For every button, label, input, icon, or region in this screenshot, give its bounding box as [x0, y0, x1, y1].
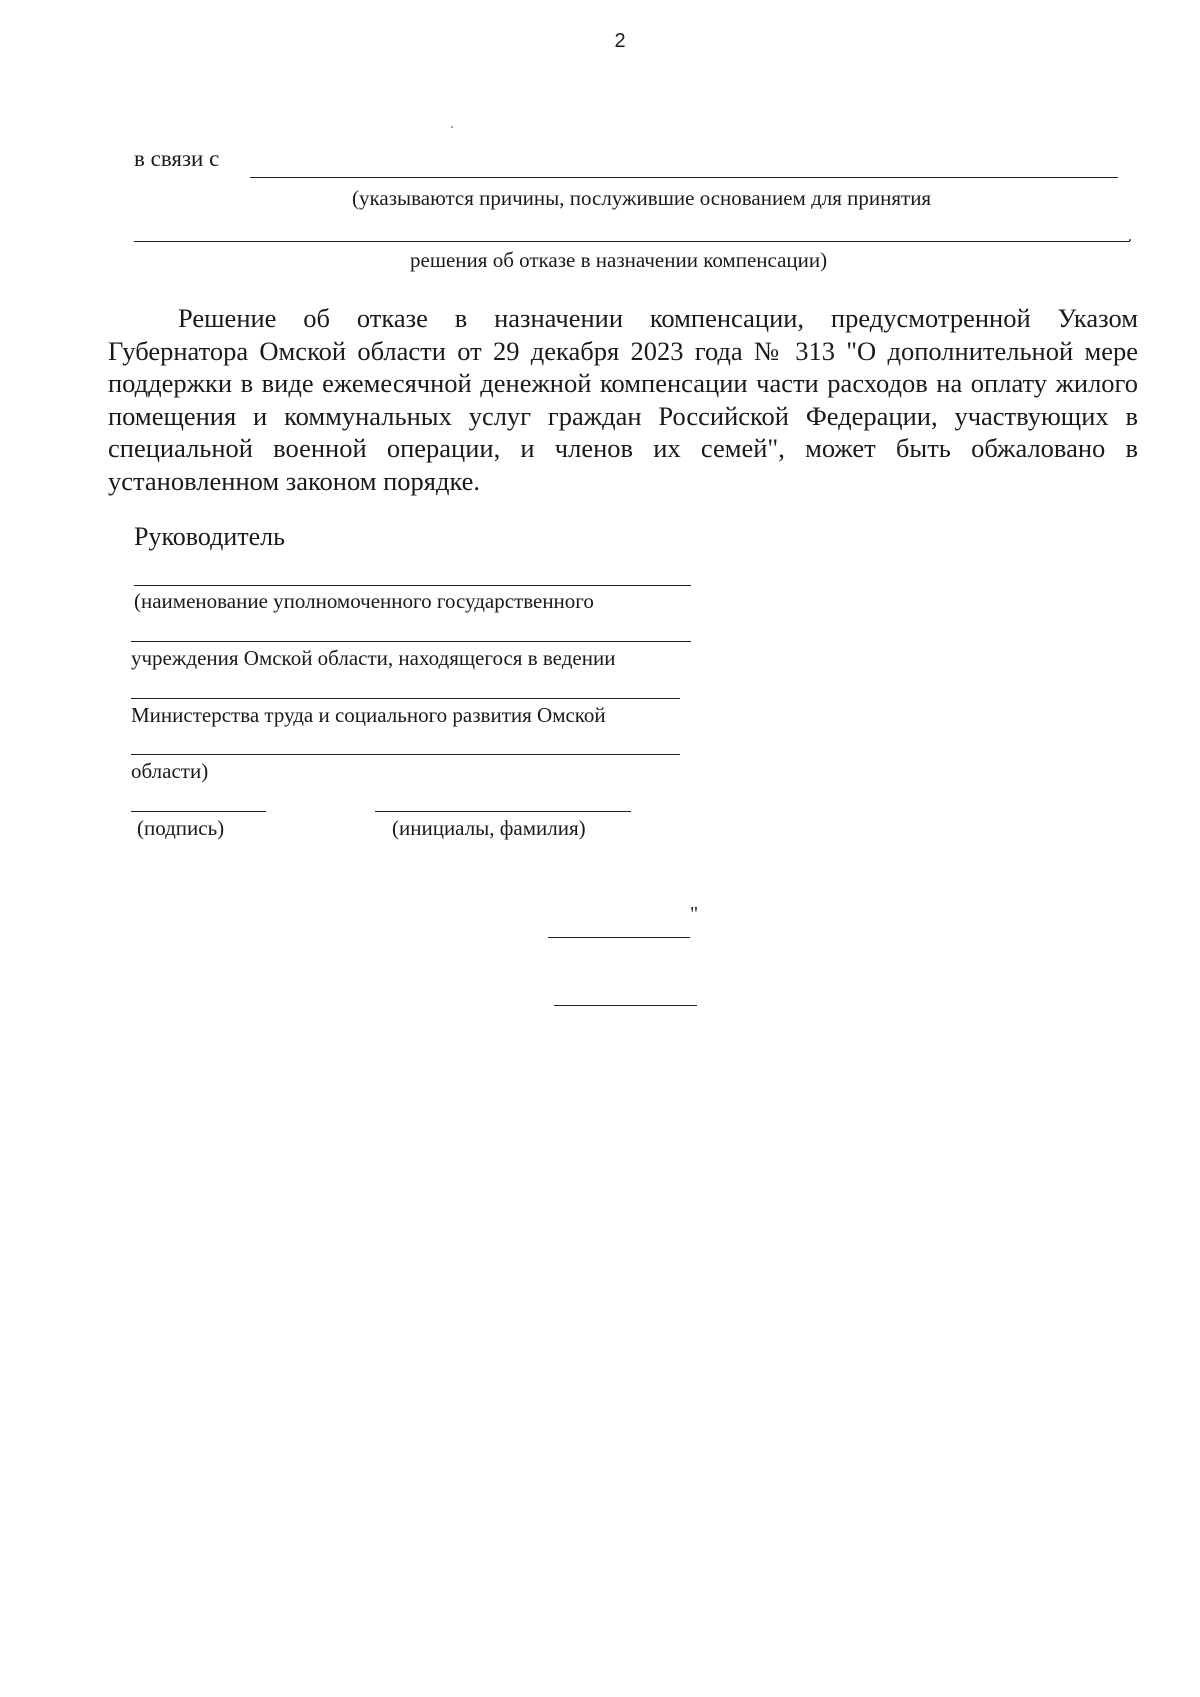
org-hint-line-3: Министерства труда и социального развития Омской: [131, 703, 606, 727]
page-number: 2: [614, 30, 626, 52]
date-fill-line-1[interactable]: [548, 937, 690, 938]
name-hint: (инициалы, фамилия): [392, 816, 586, 840]
signature-hint: (подпись): [137, 816, 225, 840]
reason-fill-line-2[interactable]: [134, 241, 1130, 242]
decision-paragraph: Решение об отказе в назначении компенсации, предусмотренной Указом Губернатора Омской области от 29 декабря 2023 года № 313 "О дополнительной мере поддержки в виде ежемесячной денежной компенсации части расходов на оплату жилого помещения и коммунальных услуг граждан Российской Федерации, участвующих в специальной военной операции, и членов их семей", может быть обжаловано в установленном законом порядке.: [108, 303, 1138, 496]
org-hint-line-1: (наименование уполномоченного государственного: [134, 589, 594, 613]
reason-hint-line-1: (указываются причины, послужившие основанием для принятия: [352, 186, 932, 210]
org-fill-line-1[interactable]: [134, 585, 691, 586]
signatory-title: Руководитель: [134, 522, 285, 551]
reason-trailing-mark: .: [1128, 228, 1132, 245]
org-hint-line-4: области): [131, 759, 209, 783]
org-fill-line-4[interactable]: [131, 754, 680, 755]
reason-lead-label: в связи с: [134, 146, 220, 171]
reason-fill-line-1[interactable]: [250, 177, 1118, 178]
org-fill-line-3[interactable]: [131, 698, 680, 699]
name-fill-line[interactable]: [375, 811, 631, 812]
org-fill-line-2[interactable]: [131, 641, 691, 642]
reason-hint-line-2: решения об отказе в назначении компенсации): [410, 248, 828, 272]
scan-artifact-dot: [451, 126, 453, 128]
date-fill-line-2[interactable]: [554, 1005, 697, 1006]
org-hint-line-2: учреждения Омской области, находящегося в ведении: [131, 646, 616, 670]
signature-fill-line[interactable]: [131, 811, 266, 812]
date-quote-mark: ": [690, 903, 699, 925]
